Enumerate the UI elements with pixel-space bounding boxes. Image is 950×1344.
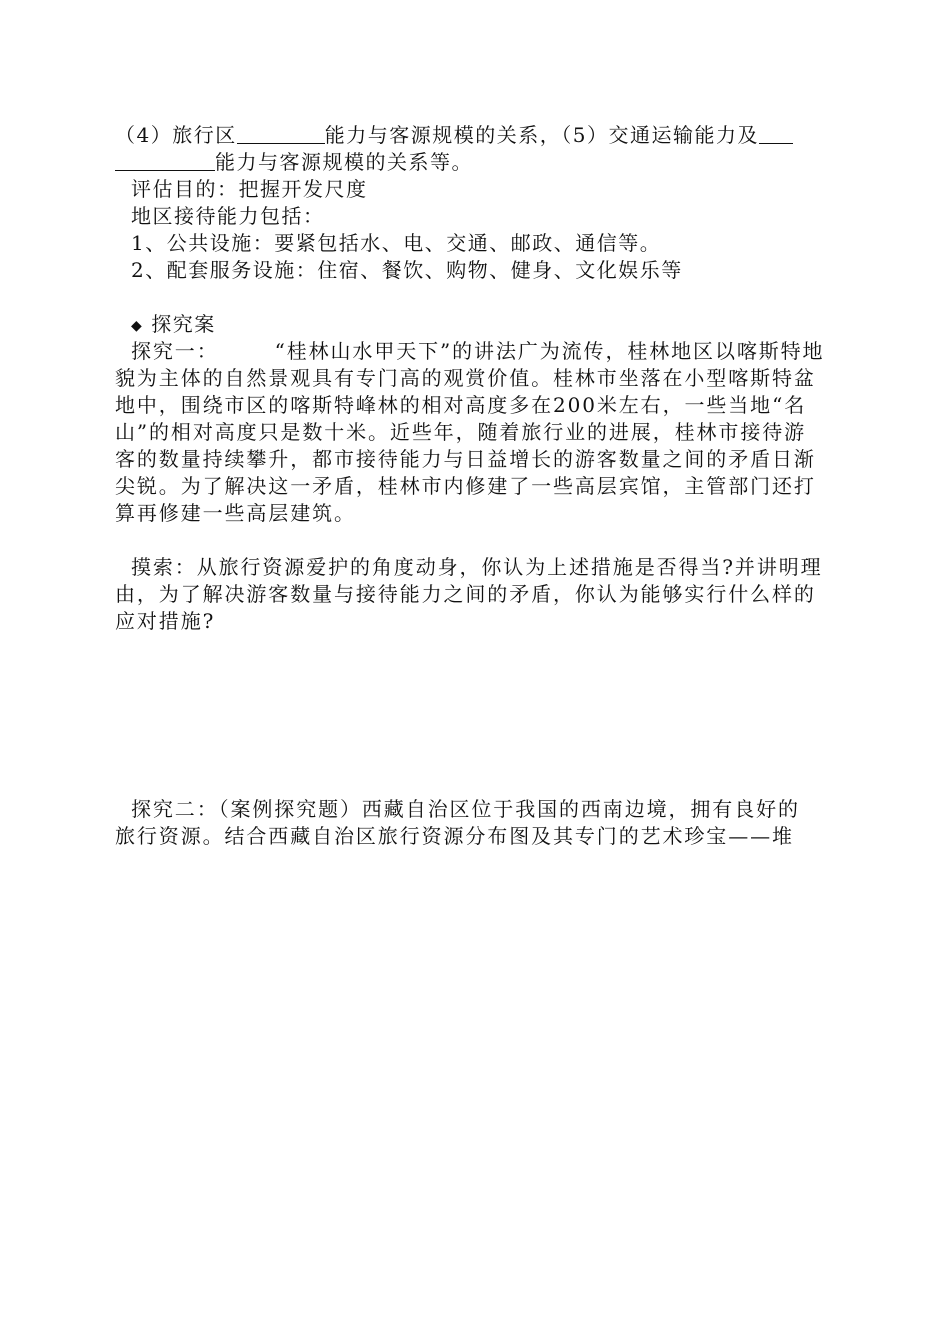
section-title bbox=[115, 311, 835, 338]
answer-space bbox=[115, 635, 835, 796]
explore1-line: 客的数量持续攀升，都市接待能力与日益增长的游客数量之间的矛盾日渐 bbox=[115, 447, 816, 471]
fill-blank-5a bbox=[759, 123, 793, 144]
fill-blank-4 bbox=[237, 123, 325, 144]
explore2-line: 探究二：（案例探究题）西藏自治区位于我国的西南边境，拥有良好的 bbox=[131, 797, 800, 821]
question1-paragraph bbox=[115, 554, 835, 635]
q-line2-text: 能力与客源规模的关系等。 bbox=[215, 150, 473, 174]
note-service-facilities: 2、配套服务设施：住宿、餐饮、购物、健身、文化娱乐等 bbox=[131, 258, 683, 282]
explore1-label: 探究一： bbox=[131, 339, 219, 363]
question1-line: 应对措施? bbox=[115, 609, 216, 633]
explore2-line: 旅行资源。结合西藏自治区旅行资源分布图及其专门的艺术珍宝——堆 bbox=[115, 824, 794, 848]
explore1-line: 算再修建一些高层建筑。 bbox=[115, 501, 356, 525]
question1-line: 由，为了解决游客数量与接待能力之间的矛盾，你认为能够实行什么样的 bbox=[115, 582, 816, 606]
explore1-line: 探究一： “桂林山水甲天下”的讲法广为流传，桂林地区以喀斯特地 bbox=[131, 339, 825, 363]
note-capacity: 地区接待能力包括： bbox=[131, 204, 325, 228]
spacer bbox=[115, 284, 835, 311]
q4-label: （4）旅行区 bbox=[115, 123, 237, 147]
diamond-bullet-icon: ◆ bbox=[131, 318, 144, 334]
explore1-line: 貌为主体的自然景观具有专门高的观赏价值。桂林市坐落在小型喀斯特盆 bbox=[115, 366, 816, 390]
explore1-line: 地中，围绕市区的喀斯特峰林的相对高度多在200米左右，一些当地“名 bbox=[115, 393, 807, 417]
explore2-paragraph bbox=[115, 796, 835, 850]
spacer bbox=[115, 527, 835, 554]
question-line-2 bbox=[115, 149, 835, 176]
question-line-1 bbox=[115, 122, 835, 149]
document-content bbox=[115, 122, 835, 850]
note-public-facilities: 1、公共设施：要紧包括水、电、交通、邮政、通信等。 bbox=[131, 231, 662, 255]
explore1-line: 山”的相对高度只是数十米。近些年，随着旅行业的进展，桂林市接待游 bbox=[115, 420, 807, 444]
section-title-text: 探究案 bbox=[151, 312, 216, 336]
explore1-paragraph bbox=[115, 338, 835, 527]
q-line1-text: 能力与客源规模的关系，（5）交通运输能力及 bbox=[324, 123, 759, 147]
question1-line: 摸索：从旅行资源爱护的角度动身，你认为上述措施是否得当?并讲明理 bbox=[131, 555, 823, 579]
explore1-line: 尖锐。为了解决这一矛盾，桂林市内修建了一些高层宾馆，主管部门还打 bbox=[115, 474, 816, 498]
fill-blank-5b bbox=[115, 150, 215, 171]
note-purpose: 评估目的：把握开发尺度 bbox=[131, 177, 368, 201]
